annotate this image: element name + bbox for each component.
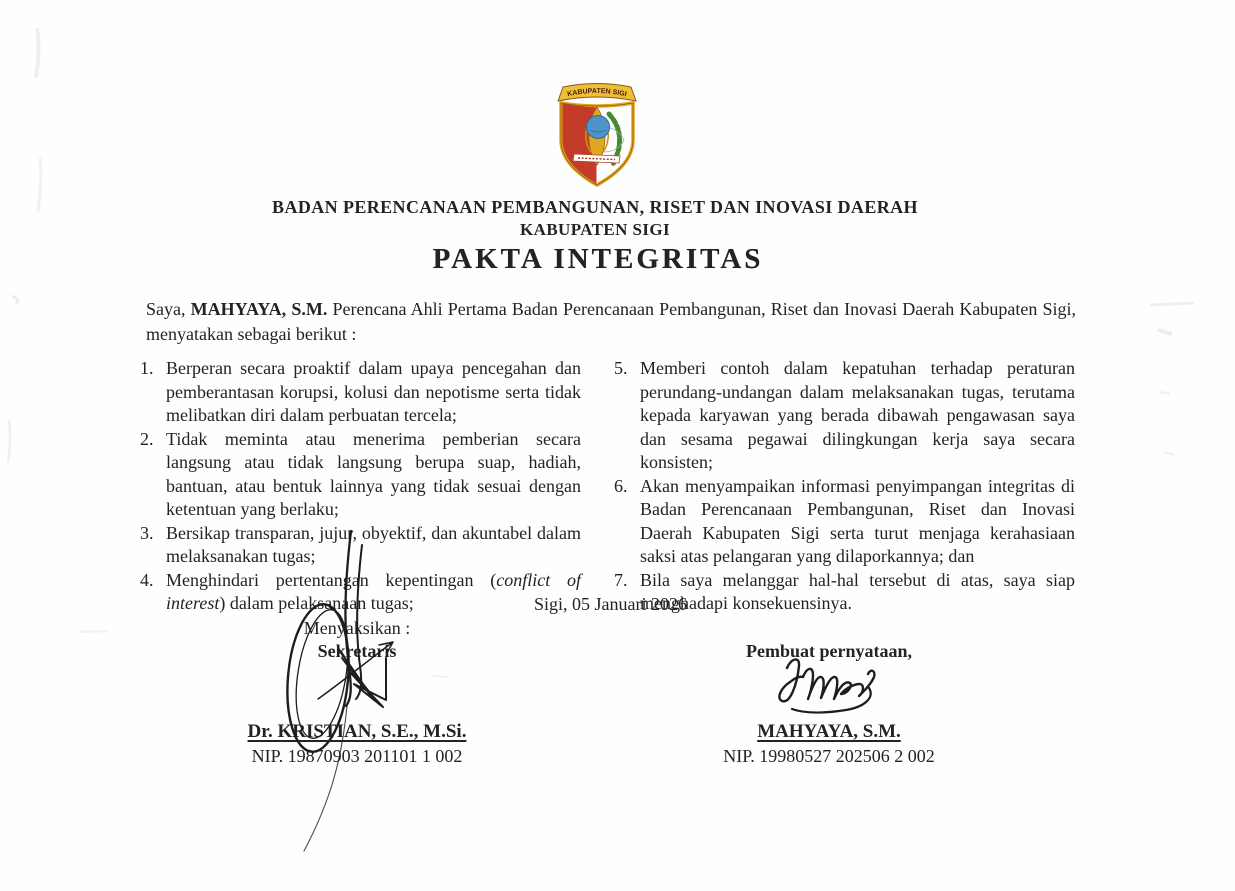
item-text: Memberi contoh dalam kepatuhan terhadap peraturan perundang-undangan dalam melaksanakan tugas, terutama kepada karyawan yang berada dibawah pengawasan saya dan sesama pegawai dilingkungan kerja saya secara konsisten; [640, 358, 1075, 472]
org-name-line1: BADAN PERENCANAAN PEMBANGUNAN, RISET DAN INOVASI DAERAH [272, 197, 918, 217]
sigi-regency-seal-icon [552, 82, 642, 190]
item-text-italic: conflict of interest [166, 569, 581, 613]
seal-banner-text: KABUPATEN SIGI [566, 87, 628, 99]
item-text: Bila saya melanggar hal-hal tersebut di atas, saya siap menghadapi konsekuensinya. [640, 569, 1075, 613]
item-number: 2. [140, 428, 154, 449]
intro-rest: Perencana Ahli Pertama Badan Perencanaan Pembangunan, Riset dan Inovasi Daerah Kabupaten Sigi, menyatakan sebagai berikut : [146, 299, 1076, 344]
statement-list-left [140, 357, 581, 616]
item-number: 6. [614, 475, 628, 496]
witness-name: Dr. KRISTIAN, S.E., M.Si. [247, 721, 467, 742]
item-text: Akan menyampaikan informasi penyimpangan integritas di Badan Perencanaan Pembangunan, Riset dan Inovasi Daerah Kabupaten Sigi serta turut menjaga kerahasiaan saksi atas pelangaran yang dilaporkannya; dan [640, 475, 1075, 566]
place-date-line: Sigi, 05 Januari 2026 [534, 594, 687, 614]
intro-prefix: Saya, [146, 299, 191, 319]
intro-paragraph [146, 297, 1076, 347]
item-text-post: ) dalam pelaksanaan tugas; [219, 593, 414, 613]
statement-list-right [614, 357, 1075, 616]
item-text: Berperan secara proaktif dalam upaya pencegahan dan pemberantasan korupsi, kolusi dan nepotisme serta tidak melibatkan diri dalam perbuatan tercela; [166, 358, 581, 425]
item-number: 5. [614, 358, 628, 378]
item-number: 3. [140, 522, 154, 543]
org-name-line2: KABUPATEN SIGI [520, 220, 670, 239]
document-title: PAKTA INTEGRITAS [432, 243, 764, 275]
witness-nip: NIP. 19870903 201101 1 002 [251, 746, 463, 766]
item-text-pre: Menghindari pertentangan kepentingan ( [166, 569, 497, 590]
declarant-name-inline: MAHYAYA, S.M. [190, 299, 328, 319]
list-item-1 [140, 357, 581, 428]
item-text: Tidak meminta atau menerima pemberian secara langsung atau tidak langsung berupa suap, hadiah, bantuan, atau bentuk lainnya yang tidak sesuai dengan ketentuan yang berlaku; [166, 428, 581, 519]
list-item-5 [614, 357, 1075, 475]
signer-signature [779, 659, 874, 712]
item-text [166, 569, 581, 616]
item-number: 4. [140, 569, 154, 590]
list-item-3 [140, 522, 581, 569]
list-item-6 [614, 475, 1075, 569]
item-text: Bersikap transparan, jujur, obyektif, dan akuntabel dalam melaksanakan tugas; [166, 522, 581, 566]
item-number: 7. [614, 569, 628, 590]
list-item-4 [140, 569, 581, 616]
signer-nip: NIP. 19980527 202506 2 002 [723, 746, 935, 766]
list-item-2 [140, 428, 581, 522]
witness-role-label2: Sekretaris [317, 641, 397, 661]
witness-role-label1: Menyaksikan : [303, 618, 411, 638]
item-number: 1. [140, 358, 154, 378]
signer-role-label: Pembuat pernyataan, [746, 641, 912, 661]
signer-name: MAHYAYA, S.M. [757, 721, 901, 742]
